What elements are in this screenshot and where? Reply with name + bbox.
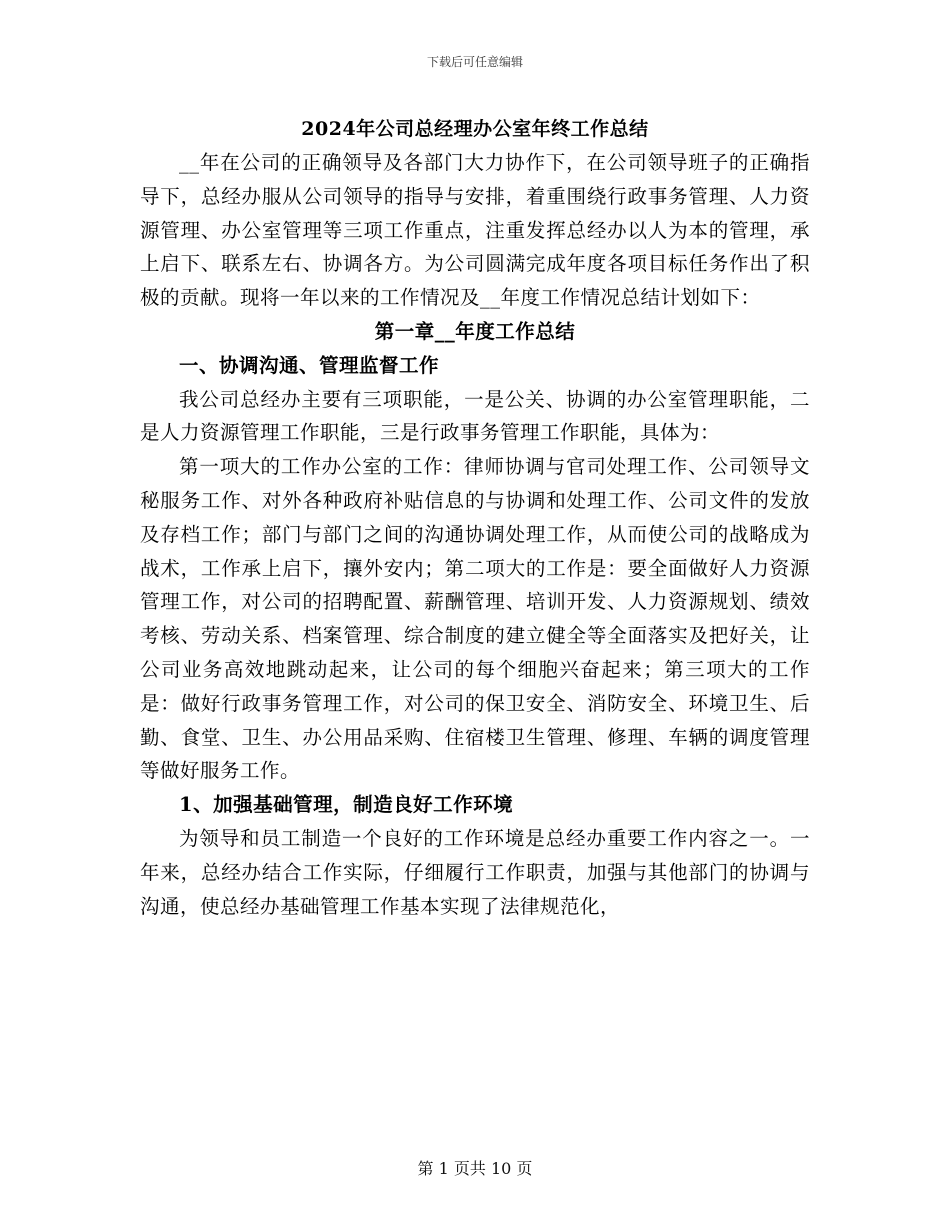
- chapter-heading: 第一章__年度工作总结: [374, 319, 576, 343]
- section-heading-1: 一、协调沟通、管理监督工作: [179, 353, 440, 377]
- document-body: [140, 112, 810, 923]
- intro-paragraph: __年在公司的正确领导及各部门大力协作下，在公司领导班子的正确指导下，总经办服从公司领导的指导与安排，着重围绕行政事务管理、人力资源管理、办公室管理等三项工作重点，注重发挥总经办以人为本的管理，承上启下、联系左右、协调各方。为公司圆满完成年度各项目标任务作出了积极的贡献。现将一年以来的工作情况及__年度工作情况总结计划如下：: [140, 151, 810, 310]
- section-1-paragraph-2: 第一项大的工作办公室的工作：律师协调与官司处理工作、公司领导文秘服务工作、对外各种政府补贴信息的与协调和处理工作、公司文件的发放及存档工作；部门与部门之间的沟通协调处理工作，从而使公司的战略成为战术，工作承上启下，攘外安内；第二项大的工作是：要全面做好人力资源管理工作，对公司的招聘配置、薪酬管理、培训开发、人力资源规划、绩效考核、劳动关系、档案管理、综合制度的建立健全等全面落实及把好关，让公司业务高效地跳动起来，让公司的每个细胞兴奋起来；第三项大的工作是：做好行政事务管理工作，对公司的保卫安全、消防安全、环境卫生、后勤、食堂、卫生、办公用品采购、住宿楼卫生管理、修理、车辆的调度管理等做好服务工作。: [140, 455, 810, 783]
- page-footer-number: 第 1 页共 10 页: [417, 1159, 533, 1178]
- document-title: 2024年公司总经理办公室年终工作总结: [301, 118, 649, 140]
- section-1-paragraph-1: 我公司总经办主要有三项职能，一是公关、协调的办公室管理职能，二是人力资源管理工作职能，三是行政事务管理工作职能，具体为：: [140, 387, 810, 445]
- page-header-note: 下载后可任意编辑: [426, 55, 523, 69]
- subsection-heading-1: 1、加强基础管理，制造良好工作环境: [179, 793, 514, 817]
- subsection-1-paragraph: 为领导和员工制造一个良好的工作环境是总经办重要工作内容之一。一年来，总经办结合工作实际，仔细履行工作职责，加强与其他部门的协调与沟通，使总经办基础管理工作基本实现了法律规范化，: [140, 826, 810, 918]
